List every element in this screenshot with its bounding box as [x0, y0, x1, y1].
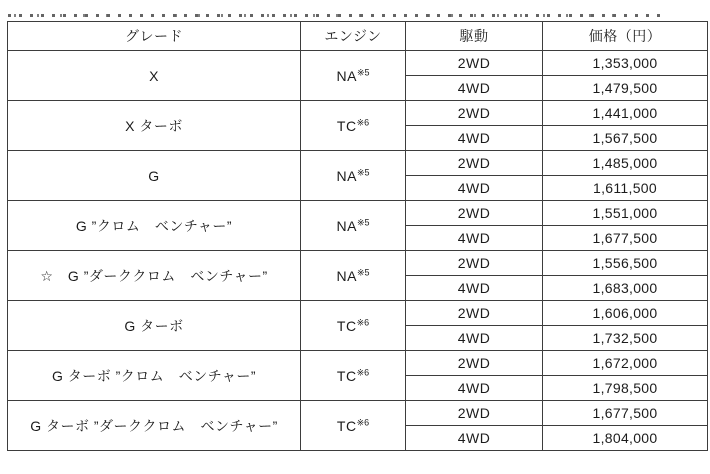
price-cell: 1,551,000 [543, 201, 708, 226]
drive-cell: 2WD [406, 251, 543, 276]
drive-cell: 2WD [406, 51, 543, 76]
header-grade: グレード [8, 22, 301, 51]
engine-type: TC [336, 317, 357, 334]
grade-cell: G ターボ ”ダーククロム ベンチャー” [8, 401, 301, 451]
drive-cell: 2WD [406, 151, 543, 176]
engine-footnote: ※5 [356, 266, 370, 277]
header-drive: 駆動 [406, 22, 543, 51]
engine-cell [301, 101, 406, 151]
table-row [8, 201, 708, 226]
header-engine: エンジン [301, 22, 406, 51]
engine-cell [301, 401, 406, 451]
table-row [8, 101, 708, 126]
price-cell: 1,677,500 [543, 226, 708, 251]
drive-cell: 2WD [406, 301, 543, 326]
grade-cell: G ターボ ”クロム ベンチャー” [8, 351, 301, 401]
header-row [8, 22, 708, 51]
engine-cell [301, 151, 406, 201]
engine-footnote: ※6 [356, 416, 370, 427]
price-cell: 1,732,500 [543, 326, 708, 351]
table-row [8, 401, 708, 426]
engine-footnote: ※5 [356, 66, 370, 77]
engine-type: TC [336, 117, 357, 134]
price-cell: 1,567,500 [543, 126, 708, 151]
table-row [8, 351, 708, 376]
price-table [7, 21, 708, 451]
table-row [8, 51, 708, 76]
price-cell: 1,485,000 [543, 151, 708, 176]
drive-cell: 4WD [406, 176, 543, 201]
engine-cell [301, 51, 406, 101]
price-cell: 1,683,000 [543, 276, 708, 301]
engine-cell [301, 301, 406, 351]
drive-cell: 2WD [406, 351, 543, 376]
table-row [8, 251, 708, 276]
engine-cell [301, 251, 406, 301]
price-cell: 1,606,000 [543, 301, 708, 326]
grade-cell: G ”クロム ベンチャー” [8, 201, 301, 251]
drive-cell: 2WD [406, 101, 543, 126]
grade-cell: ☆ G ”ダーククロム ベンチャー” [8, 251, 301, 301]
engine-type: TC [336, 367, 357, 384]
drive-cell: 2WD [406, 201, 543, 226]
engine-type: NA [336, 67, 357, 84]
drive-cell: 2WD [406, 401, 543, 426]
grade-cell: X [8, 51, 301, 101]
engine-footnote: ※5 [356, 166, 370, 177]
price-cell: 1,353,000 [543, 51, 708, 76]
engine-footnote: ※6 [356, 366, 370, 377]
engine-footnote: ※5 [356, 216, 370, 227]
table-row [8, 301, 708, 326]
drive-cell: 4WD [406, 426, 543, 451]
price-cell: 1,479,500 [543, 76, 708, 101]
engine-type: NA [336, 267, 357, 284]
engine-footnote: ※6 [356, 116, 370, 127]
clipped-text-fragments [8, 14, 660, 17]
drive-cell: 4WD [406, 226, 543, 251]
price-cell: 1,798,500 [543, 376, 708, 401]
drive-cell: 4WD [406, 76, 543, 101]
grade-cell: X ターボ [8, 101, 301, 151]
price-cell: 1,804,000 [543, 426, 708, 451]
engine-type: NA [336, 217, 357, 234]
engine-type: TC [336, 417, 357, 434]
drive-cell: 4WD [406, 126, 543, 151]
price-cell: 1,611,500 [543, 176, 708, 201]
table-row [8, 151, 708, 176]
drive-cell: 4WD [406, 276, 543, 301]
price-cell: 1,556,500 [543, 251, 708, 276]
grade-cell: G [8, 151, 301, 201]
grade-cell: G ターボ [8, 301, 301, 351]
engine-cell [301, 201, 406, 251]
engine-cell [301, 351, 406, 401]
engine-type: NA [336, 167, 357, 184]
header-price: 価格（円） [543, 22, 708, 51]
price-cell: 1,441,000 [543, 101, 708, 126]
drive-cell: 4WD [406, 376, 543, 401]
price-cell: 1,677,500 [543, 401, 708, 426]
engine-footnote: ※6 [356, 316, 370, 327]
price-cell: 1,672,000 [543, 351, 708, 376]
drive-cell: 4WD [406, 326, 543, 351]
